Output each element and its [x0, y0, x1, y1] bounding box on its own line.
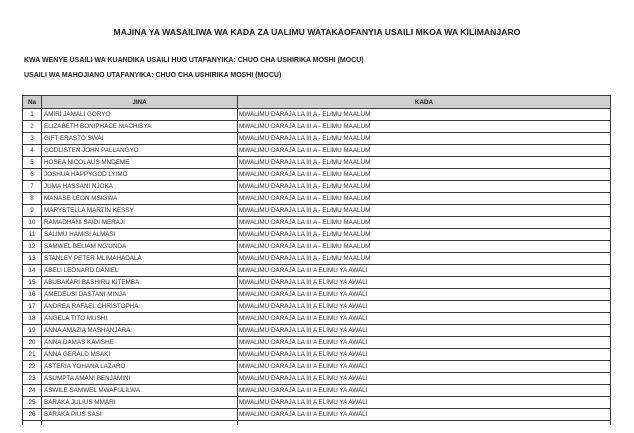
row-number: 20 [23, 337, 42, 349]
table-header-row [23, 96, 611, 109]
candidate-cadre: MWALIMU DARAJA LA III A ELIMU YA AWALI [238, 325, 611, 337]
candidate-name: RAMADHANI SAIDI MERAJI [42, 217, 238, 229]
table-row [23, 325, 611, 337]
candidate-cadre: MWALIMU DARAJA LA III A - ELIMU MAALUM [238, 181, 611, 193]
table-row [23, 397, 611, 409]
candidate-cadre: MWALIMU DARAJA LA III A ELIMU YA AWALI [238, 337, 611, 349]
row-number: 17 [23, 301, 42, 313]
table-row [23, 145, 611, 157]
table-row [23, 385, 611, 397]
candidate-name: JOSHUA HAPPYGOD LYIMO [42, 169, 238, 181]
candidate-cadre: MWALIMU DARAJA LA III A - ELIMU MAALUM [238, 217, 611, 229]
table-row [23, 229, 611, 241]
row-number: 5 [23, 157, 42, 169]
candidate-cadre: MWALIMU DARAJA LA III A ELIMU YA AWALI [238, 349, 611, 361]
row-number: 24 [23, 385, 42, 397]
table-row [23, 337, 611, 349]
candidate-cadre: MWALIMU DARAJA LA III A ELIMU YA AWALI [238, 265, 611, 277]
candidate-cadre: MWALIMU DARAJA LA III A ELIMU YA AWALI [238, 277, 611, 289]
written-interview-venue: KWA WENYE USAILI WA KUANDIKA USAILI HUO UTAFANYIKA: CHUO CHA USHIRIKA MOSHI (MOCU) [24, 57, 364, 64]
candidate-name: BARAKA JULIUS MMARI [42, 397, 238, 409]
empty-cell [42, 421, 238, 426]
table-row [23, 157, 611, 169]
table-row [23, 277, 611, 289]
table-row [23, 313, 611, 325]
row-number: 13 [23, 253, 42, 265]
row-number: 15 [23, 277, 42, 289]
row-number: 26 [23, 409, 42, 421]
row-number: 8 [23, 193, 42, 205]
candidate-cadre: MWALIMU DARAJA LA III A - ELIMU MAALUM [238, 241, 611, 253]
candidate-name: ANDREA RAFAEL CHRISTOPHA [42, 301, 238, 313]
candidate-name: HOSEA NICOLAUS MNDEME [42, 157, 238, 169]
row-number: 9 [23, 205, 42, 217]
oral-interview-venue: USAILI WA MAHOJIANO UTAFANYIKA: CHUO CHA USHIRIKA MOSHI (MOCU) [24, 72, 282, 79]
table-row [23, 289, 611, 301]
column-header-number: Na [23, 96, 42, 109]
candidate-cadre: MWALIMU DARAJA LA III A - ELIMU MAALUM [238, 109, 611, 121]
candidate-name: AMEDEUSI DASTANI MINJA [42, 289, 238, 301]
candidate-name: GIFT ERASTO SWAI [42, 133, 238, 145]
candidate-name: MANASE LEON MSIGWA [42, 193, 238, 205]
candidate-name: ANNA GERALD MSAKI [42, 349, 238, 361]
candidate-cadre: MWALIMU DARAJA LA III A - ELIMU MAALUM [238, 169, 611, 181]
candidate-name: MARYSTELLA MARTIN KESSY [42, 205, 238, 217]
candidate-cadre: MWALIMU DARAJA LA III A - ELIMU MAALUM [238, 157, 611, 169]
candidate-name: ASTERIA YOHANA LAZARO [42, 361, 238, 373]
row-number: 14 [23, 265, 42, 277]
candidate-name: ABELI LEONARD DANIEL [42, 265, 238, 277]
table-row [23, 349, 611, 361]
row-number: 16 [23, 289, 42, 301]
candidate-name: BARAKA PIUS SASI [42, 409, 238, 421]
candidate-cadre: MWALIMU DARAJA LA III A - ELIMU MAALUM [238, 205, 611, 217]
table-row [23, 133, 611, 145]
row-number: 7 [23, 181, 42, 193]
column-header-cadre: KADA [238, 96, 611, 109]
candidate-cadre: MWALIMU DARAJA LA III A - ELIMU MAALUM [238, 193, 611, 205]
candidate-cadre: MWALIMU DARAJA LA III A ELIMU YA AWALI [238, 313, 611, 325]
candidate-name: JUMA HASSANI NJOKA [42, 181, 238, 193]
candidate-cadre: MWALIMU DARAJA LA III A - ELIMU MAALUM [238, 229, 611, 241]
row-number: 18 [23, 313, 42, 325]
row-number: 12 [23, 241, 42, 253]
table-row [23, 181, 611, 193]
row-number: 25 [23, 397, 42, 409]
table-row [23, 217, 611, 229]
candidate-cadre: MWALIMU DARAJA LA III A ELIMU YA AWALI [238, 301, 611, 313]
table-row [23, 253, 611, 265]
candidate-cadre: MWALIMU DARAJA LA III A - ELIMU MAALUM [238, 121, 611, 133]
table-row [23, 301, 611, 313]
row-number: 10 [23, 217, 42, 229]
document-title: MAJINA YA WASAILIWA WA KADA ZA UALIMU WATAKAOFANYIA USAILI MKOA WA KILIMANJARO [113, 27, 521, 37]
candidate-name: ABUBAKARI BASHIRU KITEMBA [42, 277, 238, 289]
candidate-cadre: MWALIMU DARAJA LA III A ELIMU YA AWALI [238, 361, 611, 373]
candidate-cadre: MWALIMU DARAJA LA III A ELIMU YA AWALI [238, 289, 611, 301]
candidate-cadre: MWALIMU DARAJA LA III A - ELIMU MAALUM [238, 253, 611, 265]
candidate-name: AMIRI JAMALI GORYO [42, 109, 238, 121]
row-number: 11 [23, 229, 42, 241]
table-row [23, 205, 611, 217]
table-row [23, 169, 611, 181]
candidate-name: SAMWEL BELIAM NG'UNDA [42, 241, 238, 253]
candidate-name: ANNA AMAZIA MASHANJARA [42, 325, 238, 337]
candidate-name: ANGELA TITO MUSHI [42, 313, 238, 325]
column-header-name: JINA [42, 96, 238, 109]
empty-cell [23, 421, 42, 426]
candidate-name: ANNA DAMAS KAVISHE [42, 337, 238, 349]
candidate-name: ASWILE SAMWEL MWAFULILWA [42, 385, 238, 397]
row-number: 4 [23, 145, 42, 157]
candidate-cadre: MWALIMU DARAJA LA III A ELIMU YA AWALI [238, 409, 611, 421]
table-row [23, 241, 611, 253]
row-number: 6 [23, 169, 42, 181]
candidate-cadre: MWALIMU DARAJA LA III A ELIMU YA AWALI [238, 373, 611, 385]
candidate-name: ELIZABETH BONIPHACE MACHIBYA [42, 121, 238, 133]
row-number: 2 [23, 121, 42, 133]
table-row [23, 373, 611, 385]
candidates-table [22, 95, 611, 425]
table-row-partial [23, 421, 611, 426]
row-number: 1 [23, 109, 42, 121]
table-row [23, 409, 611, 421]
table-row [23, 121, 611, 133]
table-body [23, 109, 611, 426]
row-number: 3 [23, 133, 42, 145]
table-row [23, 193, 611, 205]
row-number: 19 [23, 325, 42, 337]
table-row [23, 109, 611, 121]
empty-cell [238, 421, 611, 426]
row-number: 22 [23, 361, 42, 373]
candidate-cadre: MWALIMU DARAJA LA III A ELIMU YA AWALI [238, 397, 611, 409]
candidate-cadre: MWALIMU DARAJA LA III A - ELIMU MAALUM [238, 133, 611, 145]
row-number: 23 [23, 373, 42, 385]
candidate-name: SALIMU HAMISI ALMASI [42, 229, 238, 241]
candidate-name: ASUMPTA AMANI BENJAMINI [42, 373, 238, 385]
candidate-cadre: MWALIMU DARAJA LA III A ELIMU YA AWALI [238, 385, 611, 397]
table-row [23, 361, 611, 373]
candidate-cadre: MWALIMU DARAJA LA III A - ELIMU MAALUM [238, 145, 611, 157]
candidate-name: STANLEY PETER MLIMAHADALA [42, 253, 238, 265]
candidate-name: GODLISTEN JOHN PALLANGYO [42, 145, 238, 157]
table-row [23, 265, 611, 277]
row-number: 21 [23, 349, 42, 361]
